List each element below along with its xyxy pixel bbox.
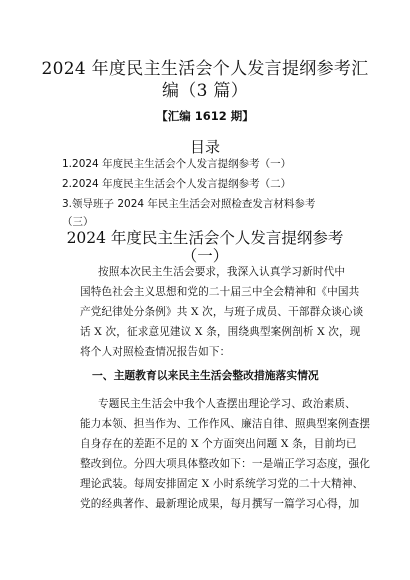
- toc-item-1[interactable]: 1.2024 年度民主生活会个人发言提纲参考（一）: [62, 158, 292, 170]
- section-title-line1: 2024 年度民主生活会个人发言提纲参考: [66, 229, 344, 247]
- intro-line-4: 话 X 次，征求意见建议 X 条，围绕典型案例剖析 X 次，现: [80, 326, 361, 338]
- body-line-6: 党的经典著作、最新理论成果，每月撰写一篇学习心得，加: [80, 498, 360, 510]
- body-line-2: 能力本领、担当作为、工作作风、廉洁自律、照典型案例查摆: [80, 418, 371, 430]
- toc-item-3[interactable]: 3.领导班子 2024 年民主生活会对照检查发言材料参考: [62, 198, 316, 210]
- toc-item-3-continued[interactable]: （三）: [62, 216, 94, 228]
- section-heading-one: 一、主题教育以来民主生活会整改措施落实情况: [92, 369, 319, 382]
- document-title-line2: 编（3 篇）: [161, 81, 249, 101]
- intro-line-3: 产党纪律处分条例》共 X 次，与班子成员、干部群众谈心谈: [80, 306, 364, 318]
- intro-line-1: 按照本次民主生活会要求，我深入认真学习新时代中: [98, 266, 346, 278]
- body-line-5: 理论武装。每周安排固定 X 小时系统学习党的二十大精神、: [80, 478, 364, 490]
- section-title-line2: （一）: [181, 247, 229, 265]
- document-title-line1: 2024 年度民主生活会个人发言提纲参考汇: [41, 59, 369, 79]
- toc-item-2[interactable]: 2.2024 年度民主生活会个人发言提纲参考（二）: [62, 178, 292, 190]
- body-line-3: 自身存在的差距不足的 X 个方面突出问题 X 条，目前均已: [80, 438, 357, 450]
- intro-line-5: 将个人对照检查情况报告如下：: [80, 346, 231, 358]
- issue-number: 【汇编 1612 期】: [156, 109, 254, 123]
- body-line-1: 专题民主生活会中我个人查摆出理论学习、政治素质、: [98, 398, 356, 410]
- body-line-4: 整改到位。分四大项具体整改如下：一是端正学习态度，强化: [80, 458, 371, 470]
- toc-heading: 目录: [189, 138, 220, 156]
- intro-line-2: 国特色社会主义思想和党的二十届三中全会精神和《中国共: [80, 286, 360, 298]
